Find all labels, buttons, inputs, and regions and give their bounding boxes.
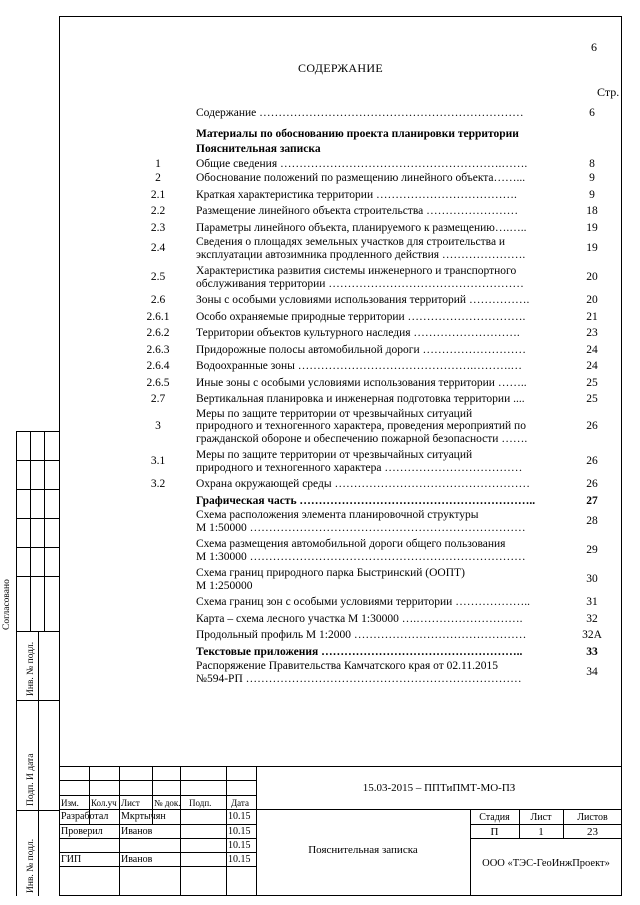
toc-row [120,107,620,120]
stage-value: П [490,826,499,838]
toc-number: 2.5 [150,271,166,284]
toc-row [120,360,620,373]
toc-page: 6 [589,107,595,119]
toc-row [120,449,620,474]
toc-page: 25 [586,393,598,405]
toc-page: 19 [586,221,598,234]
toc-title: Вертикальная планировка и инженерная подготовка территории .... [196,393,525,405]
col-header-date: Дата [231,798,249,808]
toc-page: 32А [582,629,602,641]
toc-number: 3.2 [150,478,166,490]
toc-title: Схема границ природного парка Быстринский (ООПТ) М 1:250000 [196,567,465,592]
toc-title: Охрана окружающей среды …………………………………………… [196,478,530,490]
toc-title: Пояснительная записка [196,143,321,155]
toc-row [120,265,620,290]
date-blank: 10.15 [228,840,251,851]
toc-row [120,172,620,185]
name-developer: Мкртычян [121,811,166,822]
toc-number: 2.3 [150,221,166,234]
sheet-value: 1 [538,826,544,838]
sheets-label: Листов [577,812,608,823]
toc-row [120,509,620,534]
toc-page: 20 [586,271,598,284]
page-number: 6 [591,40,597,54]
toc-number: 3.1 [150,455,166,468]
toc-title: Схема размещения автомобильной дороги общего пользования М 1:30000 ……………………………………………………………… [196,538,526,563]
toc-title: Придорожные полосы автомобильной дороги ……………………… [196,343,527,356]
toc-number: 2.4 [150,242,166,255]
toc-number: 2.6.3 [146,343,170,356]
sign-date-label: Подп. И дата [26,753,36,806]
toc-number: 3 [155,420,161,432]
col-header-list: Лист [121,798,140,808]
toc-row [120,478,620,491]
toc-page: 24 [586,343,598,356]
toc-number: 1 [155,157,161,170]
role-developer: Разработал [61,811,109,822]
toc-page: 34 [586,666,598,679]
name-checker: Иванов [121,826,153,837]
date-developer: 10.15 [228,811,251,822]
toc-page: 25 [586,376,598,389]
toc-number: 2.6.2 [146,327,170,339]
toc-number: 2 [155,172,161,184]
toc-page: 27 [586,494,598,507]
toc-title: Материалы по обоснованию проекта планировки территории [196,127,519,140]
toc-page: 30 [586,573,598,586]
toc-title: Графическая часть …………………………………………………….. [196,494,536,507]
col-header-kolvo: Кол.уч [91,798,117,808]
toc-row [120,393,620,406]
toc-title: Текстовые приложения …………………………………………….. [196,645,523,658]
toc-row [120,613,620,626]
stage-label: Стадия [479,812,510,823]
toc-page: 23 [586,327,598,339]
toc-title: Характеристика развития системы инженерного и транспортного обслуживания территории …………………………………………… [196,265,524,290]
toc-row [120,158,620,171]
toc-title: Водоохранные зоны ……………………………………….……….… [196,360,523,372]
role-checker: Проверил [61,826,103,837]
toc-page: 26 [586,420,598,432]
toc-number: 2.2 [150,205,166,217]
toc-page: 24 [586,360,598,372]
toc-number: 2.1 [150,188,166,201]
toc-row [120,294,620,307]
doc-code: 15.03-2015 – ППТиПМТ-МО-ПЗ [362,782,516,794]
toc-row [120,646,620,659]
toc-title: Иные зоны с особыми условиями использования территории …….. [196,376,527,389]
toc-page: 33 [586,645,598,658]
toc-row [120,377,620,390]
date-checker: 10.15 [228,826,251,837]
inv-no-label: Инв. № подл. [26,641,36,696]
inv-no-label-2: Инв. № подл. [26,838,36,893]
title-block [59,766,622,896]
page-frame [59,16,622,896]
toc-title: Особо охраняемые природные территории …………………………. [196,310,526,323]
toc-row [120,189,620,202]
toc-row [120,660,620,685]
toc-row [120,344,620,357]
toc-row [120,495,620,508]
toc-row [120,327,620,340]
toc-row [120,128,620,141]
toc-page: 29 [586,544,598,557]
toc-title: Общие сведения ………………………………………………….……. [196,157,528,170]
toc-title: Содержание …………………………………………………………… [196,107,524,119]
toc-title: Продольный профиль М 1:2000 ……………………………………… [196,629,527,641]
toc-title: Сведения о площадях земельных участков для строительства и эксплуатации автозимника продленного действия …………………. [196,236,526,261]
toc-row [120,596,620,609]
toc-row [120,311,620,324]
page-column-header: Стр. [597,85,620,99]
toc-row [120,567,620,592]
col-header-izm: Изм. [61,798,79,808]
agreed-label: Согласовано [2,579,12,630]
toc-page: 19 [586,242,598,255]
role-gip: ГИП [61,854,82,865]
toc-title: Меры по защите территории от чрезвычайных ситуаций природного и техногенного характера, проведения мероприятий по гражданской обороне и обеспечению пожарной безопасности ……. [196,407,528,445]
sheets-value: 23 [587,826,598,838]
toc-page: 18 [586,205,598,217]
toc-row [120,236,620,261]
toc-row [120,538,620,563]
name-gip: Иванов [121,854,153,865]
toc-page: 28 [586,515,598,528]
toc-number: 2.6.1 [146,310,170,323]
col-header-sign: Подп. [189,798,212,808]
toc-page: 9 [589,188,595,201]
toc-title: Размещение линейного объекта строительства …………………… [196,205,519,217]
toc-page: 8 [589,157,595,170]
doc-name: Пояснительная записка [308,844,418,856]
toc-page: 26 [586,455,598,468]
toc-number: 2.7 [150,393,166,405]
page-title: СОДЕРЖАНИЕ [298,61,383,75]
toc-row [120,143,620,156]
toc-row [120,629,620,642]
toc-title: Территории объектов культурного наследия ………………………. [196,327,520,339]
toc-title: Обоснование положений по размещению линейного объекта……... [196,172,526,184]
toc-page: 20 [586,294,598,306]
toc-number: 2.6 [150,294,166,306]
toc-title: Параметры линейного объекта, планируемого к размещению….….. [196,221,527,234]
toc-title: Карта – схема лесного участка М 1:30000 ….………………………. [196,612,523,625]
toc-title: Зоны с особыми условиями использования территорий ……………. [196,294,530,306]
toc-page: 9 [589,172,595,184]
toc-row [120,205,620,218]
toc-title: Краткая характеристика территории ………………………………. [196,188,517,201]
toc-title: Схема расположения элемента планировочной структуры М 1:50000 ……………………………………………………………… [196,509,526,534]
toc-number: 2.6.4 [146,360,170,372]
toc-row [120,222,620,235]
toc-page: 31 [586,596,598,608]
toc-title: Распоряжение Правительства Камчатского края от 02.11.2015 №594-РП ……………………………………………………………… [196,660,522,685]
company-name: ООО «ТЭС-ГеоИнжПроект» [482,858,610,869]
toc-page: 32 [586,612,598,625]
table-of-contents [120,105,620,685]
toc-title: Схема границ зон с особыми условиями территории ……………….. [196,596,530,608]
sheet-label: Лист [530,812,552,823]
toc-page: 26 [586,478,598,490]
toc-row [120,408,620,446]
toc-title: Меры по защите территории от чрезвычайных ситуаций природного и техногенного характера ……………………………… [196,449,523,474]
col-header-doc-no: № док. [154,798,181,808]
date-gip: 10.15 [228,854,251,865]
toc-number: 2.6.5 [146,376,170,389]
toc-page: 21 [586,310,598,323]
